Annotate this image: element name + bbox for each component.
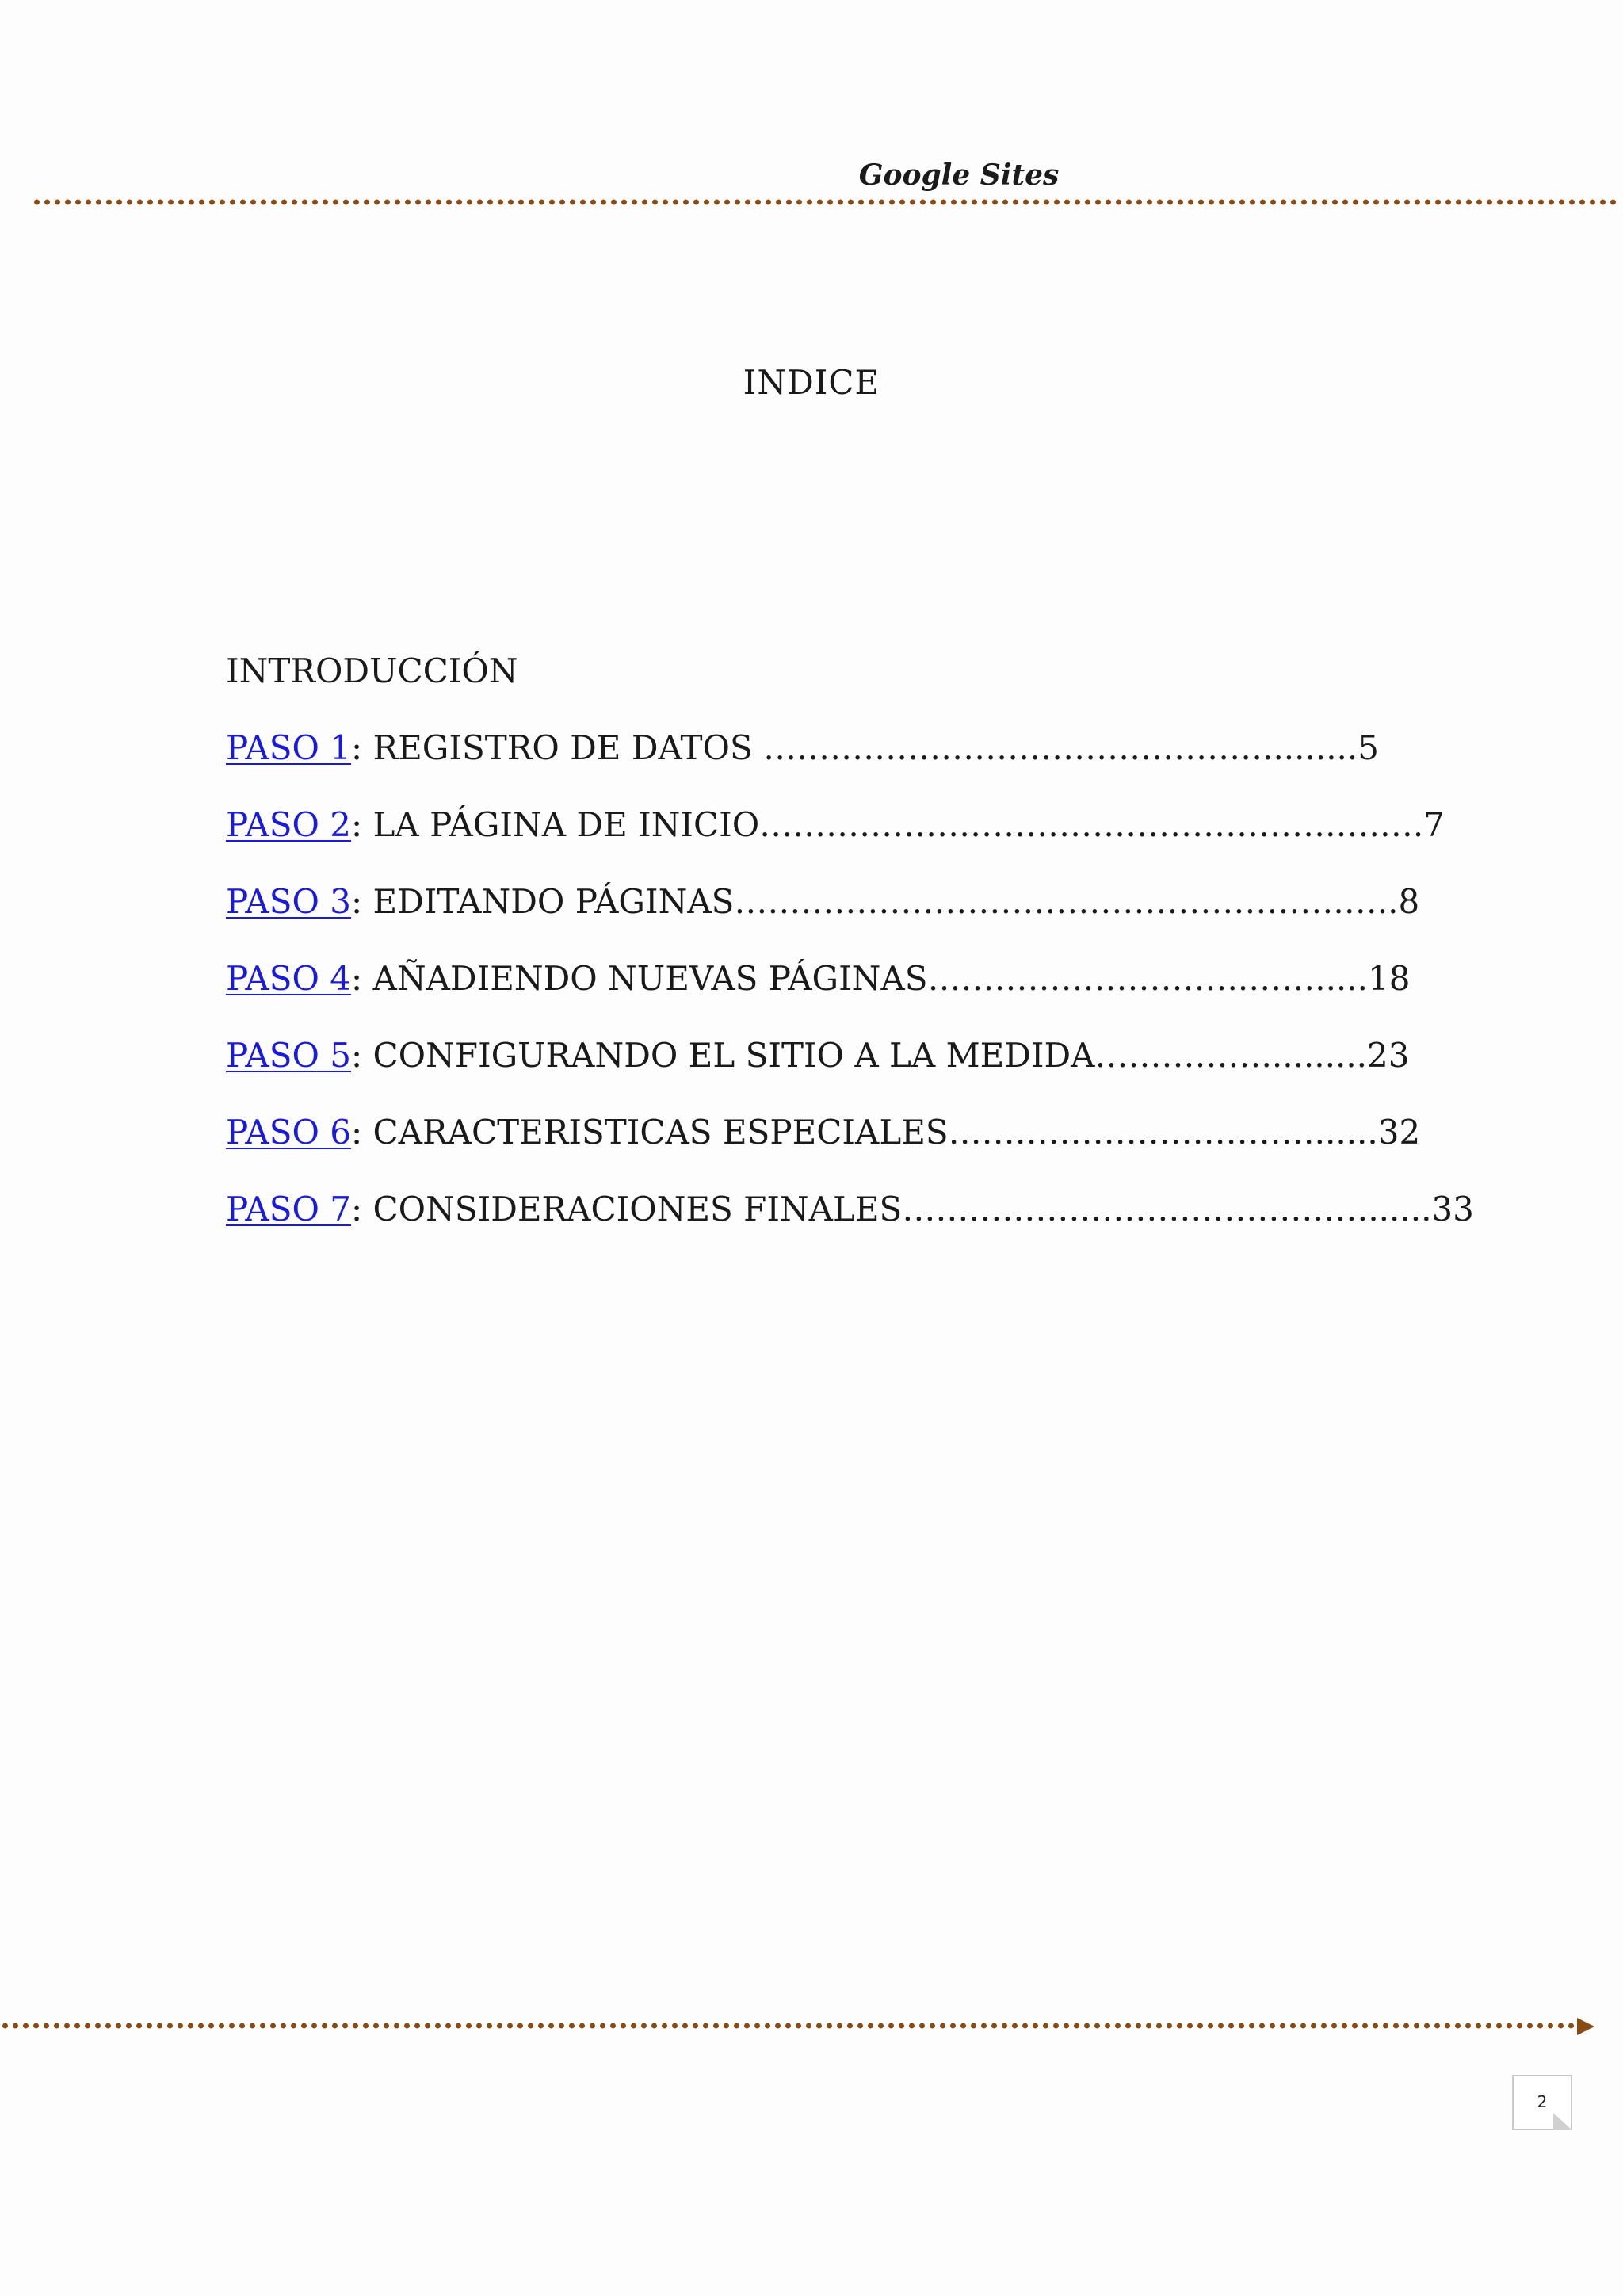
header-dotted-rule	[32, 199, 1617, 205]
toc-entry-text: : REGISTRO DE DATOS ……………………………………….........5	[351, 728, 1379, 767]
toc-entry-text: : LA PÁGINA DE INICIO…………………………………………….….….7	[351, 805, 1445, 844]
arrow-right-icon	[1577, 2018, 1594, 2035]
toc-entry-text: : CONSIDERACIONES FINALES……………………………………......33	[351, 1190, 1474, 1228]
toc-link-paso-7[interactable]: PASO 7	[226, 1190, 352, 1228]
toc-entry-2	[226, 805, 1445, 844]
toc-link-paso-3[interactable]: PASO 3	[226, 882, 352, 921]
toc-entry-text: : AÑADIENDO NUEVAS PÁGINAS………………………..…….....18	[351, 959, 1411, 998]
toc-entry-1	[226, 728, 1379, 767]
toc-link-paso-1[interactable]: PASO 1	[226, 728, 352, 767]
toc-link-paso-4[interactable]: PASO 4	[226, 959, 352, 998]
page-curl-icon	[1553, 2113, 1572, 2130]
toc-entry-5	[226, 1036, 1410, 1075]
toc-link-paso-2[interactable]: PASO 2	[226, 805, 352, 844]
toc-entry-text: : EDITANDO PÁGINAS……………………………………………….…..8	[351, 882, 1420, 921]
header-title: Google Sites	[858, 159, 1060, 192]
page-number-box	[1512, 2075, 1572, 2130]
toc-entry-4	[226, 959, 1411, 998]
toc-entry-text: : CARACTERISTICAS ESPECIALES……………………………......32	[351, 1113, 1421, 1152]
footer-dotted-rule	[0, 2023, 1577, 2029]
page-title: INDICE	[743, 363, 880, 402]
toc-entry-text: : CONFIGURANDO EL SITIO A LA MEDIDA……………..........23	[351, 1036, 1410, 1075]
toc-entry-7	[226, 1190, 1474, 1228]
page-number: 2	[1537, 2092, 1548, 2111]
toc-entry-6	[226, 1113, 1421, 1152]
toc-link-paso-5[interactable]: PASO 5	[226, 1036, 352, 1075]
toc-entry-3	[226, 882, 1420, 921]
toc-intro: INTRODUCCIÓN	[226, 651, 518, 690]
toc-link-paso-6[interactable]: PASO 6	[226, 1113, 352, 1152]
